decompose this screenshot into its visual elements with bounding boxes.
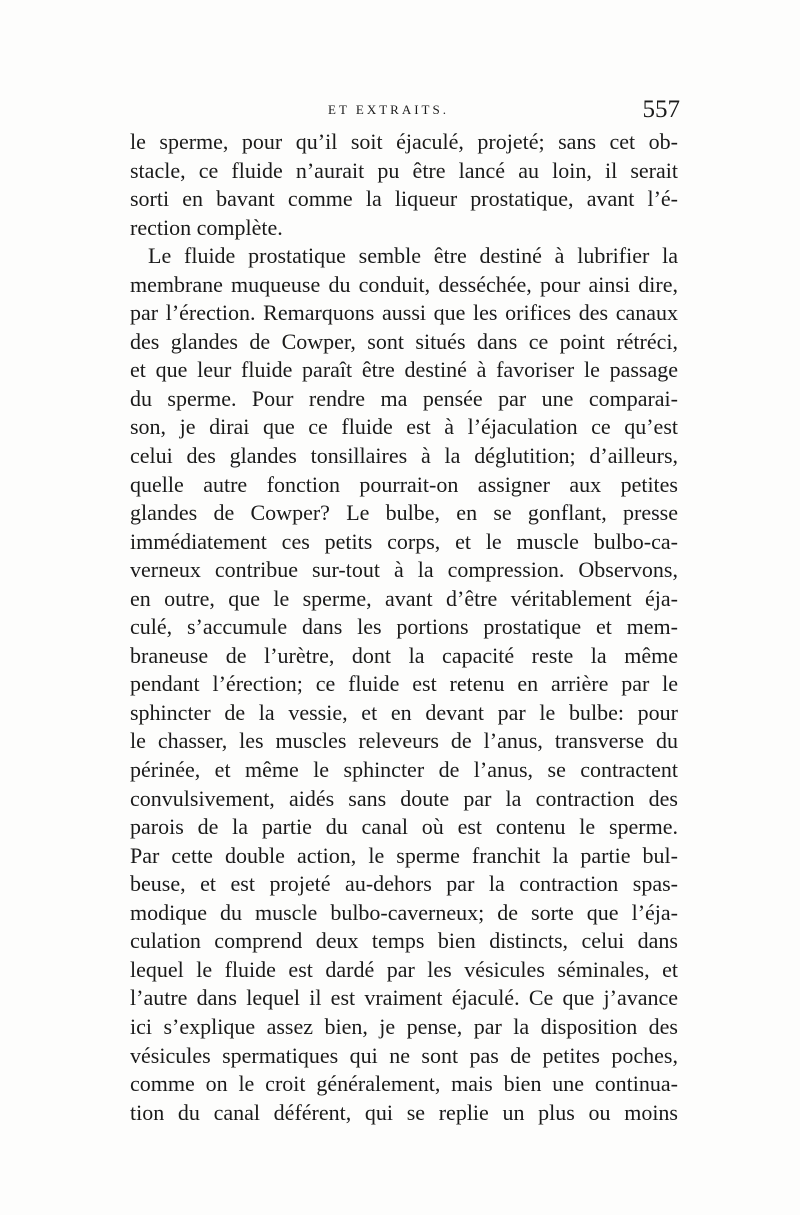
text-line: sphincter de la vessie, et en devant par le bulbe: pour bbox=[130, 699, 678, 725]
running-title: ET EXTRAITS. bbox=[328, 102, 449, 117]
text-line: lequel le fluide est dardé par les vésicules séminales, et bbox=[130, 956, 678, 982]
text-line: culation comprend deux temps bien distincts, celui dans bbox=[130, 928, 678, 954]
text-line: verneux contribue sur-tout à la compression. Observons, bbox=[130, 557, 678, 583]
text-line: immédiatement ces petits corps, et le muscle bulbo-ca- bbox=[130, 528, 678, 554]
text-line: périnée, et même le sphincter de l’anus, se contractent bbox=[130, 757, 678, 783]
text-line: stacle, ce fluide n’aurait pu être lancé au loin, il serait bbox=[130, 157, 678, 183]
page-number: 557 bbox=[642, 96, 680, 123]
text-line: braneuse de l’urètre, dont la capacité reste la même bbox=[130, 642, 678, 668]
text-line: glandes de Cowper? Le bulbe, en se gonflant, presse bbox=[130, 500, 678, 526]
text-line: beuse, et est projeté au-dehors par la contraction spas- bbox=[130, 871, 678, 897]
paragraph bbox=[130, 242, 678, 1127]
text-line: vésicules spermatiques qui ne sont pas de petites poches, bbox=[130, 1042, 678, 1068]
text-line: Le fluide prostatique semble être destiné à lubrifier la bbox=[148, 243, 678, 269]
text-line: celui des glandes tonsillaires à la déglutition; d’ailleurs, bbox=[130, 443, 678, 469]
running-head bbox=[128, 96, 680, 130]
text-line: par l’érection. Remarquons aussi que les orifices des canaux bbox=[130, 300, 678, 326]
text-line: modique du muscle bulbo-caverneux; de sorte que l’éja- bbox=[130, 899, 678, 925]
text-line: convulsivement, aidés sans doute par la contraction des bbox=[130, 785, 678, 811]
text-line: rection complète. bbox=[130, 214, 283, 240]
text-line: le chasser, les muscles releveurs de l’anus, transverse du bbox=[130, 728, 678, 754]
body-text bbox=[130, 128, 678, 1127]
text-line: tion du canal déférent, qui se replie un plus ou moins bbox=[130, 1099, 678, 1125]
text-line: et que leur fluide paraît être destiné à favoriser le passage bbox=[130, 357, 678, 383]
text-line: le sperme, pour qu’il soit éjaculé, projeté; sans cet ob- bbox=[130, 129, 678, 154]
text-line: ici s’explique assez bien, je pense, par la disposition des bbox=[130, 1013, 678, 1039]
text-line: pendant l’érection; ce fluide est retenu en arrière par le bbox=[130, 671, 678, 697]
text-line: son, je dirai que ce fluide est à l’éjaculation ce qu’est bbox=[130, 414, 678, 440]
text-line: culé, s’accumule dans les portions prostatique et mem- bbox=[130, 614, 678, 640]
text-line: parois de la partie du canal où est contenu le sperme. bbox=[130, 814, 678, 840]
text-line: membrane muqueuse du conduit, desséchée, pour ainsi dire, bbox=[130, 271, 678, 297]
text-line: quelle autre fonction pourrait-on assigner aux petites bbox=[130, 471, 678, 497]
text-line: comme on le croit généralement, mais bien une continua- bbox=[130, 1071, 678, 1097]
text-line: Par cette double action, le sperme franchit la partie bul- bbox=[130, 842, 678, 868]
text-line: l’autre dans lequel il est vraiment éjaculé. Ce que j’avance bbox=[130, 985, 678, 1011]
text-line: en outre, que le sperme, avant d’être véritablement éja- bbox=[130, 585, 678, 611]
paragraph bbox=[130, 128, 678, 242]
text-line: sorti en bavant comme la liqueur prostatique, avant l’é- bbox=[130, 186, 678, 212]
text-line: du sperme. Pour rendre ma pensée par une comparai- bbox=[130, 385, 678, 411]
text-line: des glandes de Cowper, sont situés dans ce point rétréci, bbox=[130, 328, 678, 354]
